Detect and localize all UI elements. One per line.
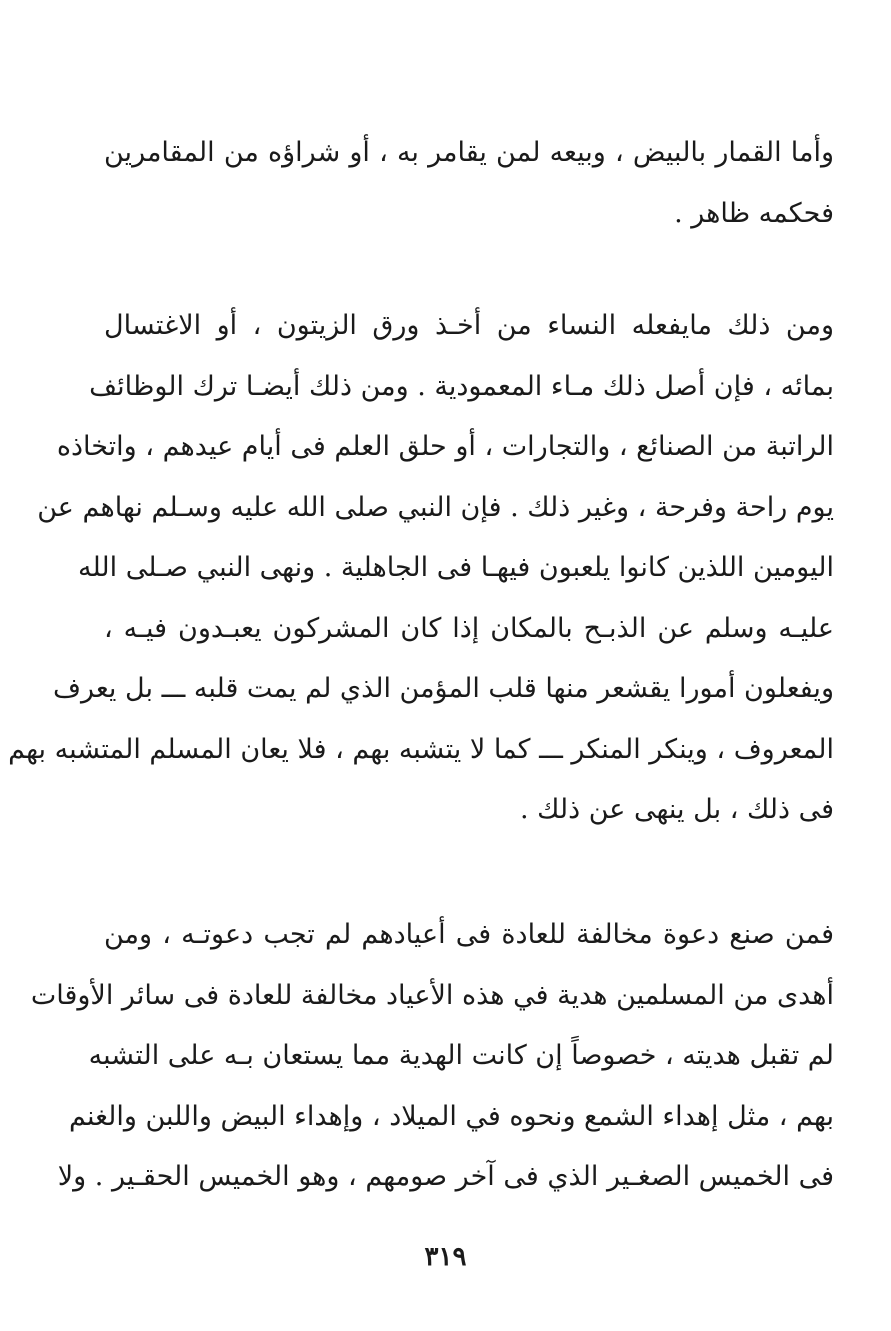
text-line: بمائه ، فإن أصل ذلك مـاء المعمودية . ومن ذلك أيضـا ترك الوظائف xyxy=(89,370,834,402)
text-line: فى ذلك ، بل ينهى عن ذلك . xyxy=(519,794,834,825)
text-line: ويفعلون أمورا يقشعر منها قلب المؤمن الذي لم يمت قلبه ـــ بل يعرف xyxy=(53,673,834,704)
page-number: ٣١٩ xyxy=(424,1242,467,1272)
paragraph-invitations-gifts xyxy=(30,905,834,1208)
text-line: الراتبة من الصنائع ، والتجارات ، أو حلق العلم فى أيام عيدهم ، واتخاذه xyxy=(56,431,834,462)
text-line: أهدى من المسلمين هدية في هذه الأعياد مخالفة للعادة فى سائر الأوقات xyxy=(30,979,834,1011)
text-line: عليـه وسلم عن الذبـح بالمكان إذا كان المشركون يعبـدون فيـه ، xyxy=(104,612,834,644)
paragraph-gambling-eggs xyxy=(104,123,834,244)
text-line: ومن ذلك مايفعله النساء من أخـذ ورق الزيتون ، أو الاغتسال xyxy=(104,310,834,341)
text-line: فى الخميس الصغـير الذي فى آخر صومهم ، وهو الخميس الحقـير . ولا xyxy=(57,1161,834,1192)
paragraph-women-customs xyxy=(8,296,834,841)
text-line: فمن صنع دعوة مخالفة للعادة فى أعيادهم لم تجب دعوتـه ، ومن xyxy=(104,919,834,950)
text-line: لم تقبل هديته ، خصوصاً إن كانت الهدية مما يستعان بـه على التشبه xyxy=(88,1040,834,1071)
text-line: المعروف ، وينكر المنكر ـــ كما لا يتشبه بهم ، فلا يعان المسلم المتشبه بهم xyxy=(8,733,834,765)
text-line: اليومين اللذين كانوا يلعبون فيهـا فى الجاهلية . ونهى النبي صـلى الله xyxy=(77,552,834,583)
text-line: وأما القمار بالبيض ، وبيعه لمن يقامر به ، أو شراؤه من المقامرين xyxy=(104,137,834,168)
text-line: بهم ، مثل إهداء الشمع ونحوه في الميلاد ، وإهداء البيض واللبن والغنم xyxy=(69,1100,834,1132)
text-line: يوم راحة وفرحة ، وغير ذلك . فإن النبي صلى الله عليه وسـلم نهاهم عن xyxy=(37,491,834,523)
text-line: فحكمه ظاهر . xyxy=(674,197,834,229)
